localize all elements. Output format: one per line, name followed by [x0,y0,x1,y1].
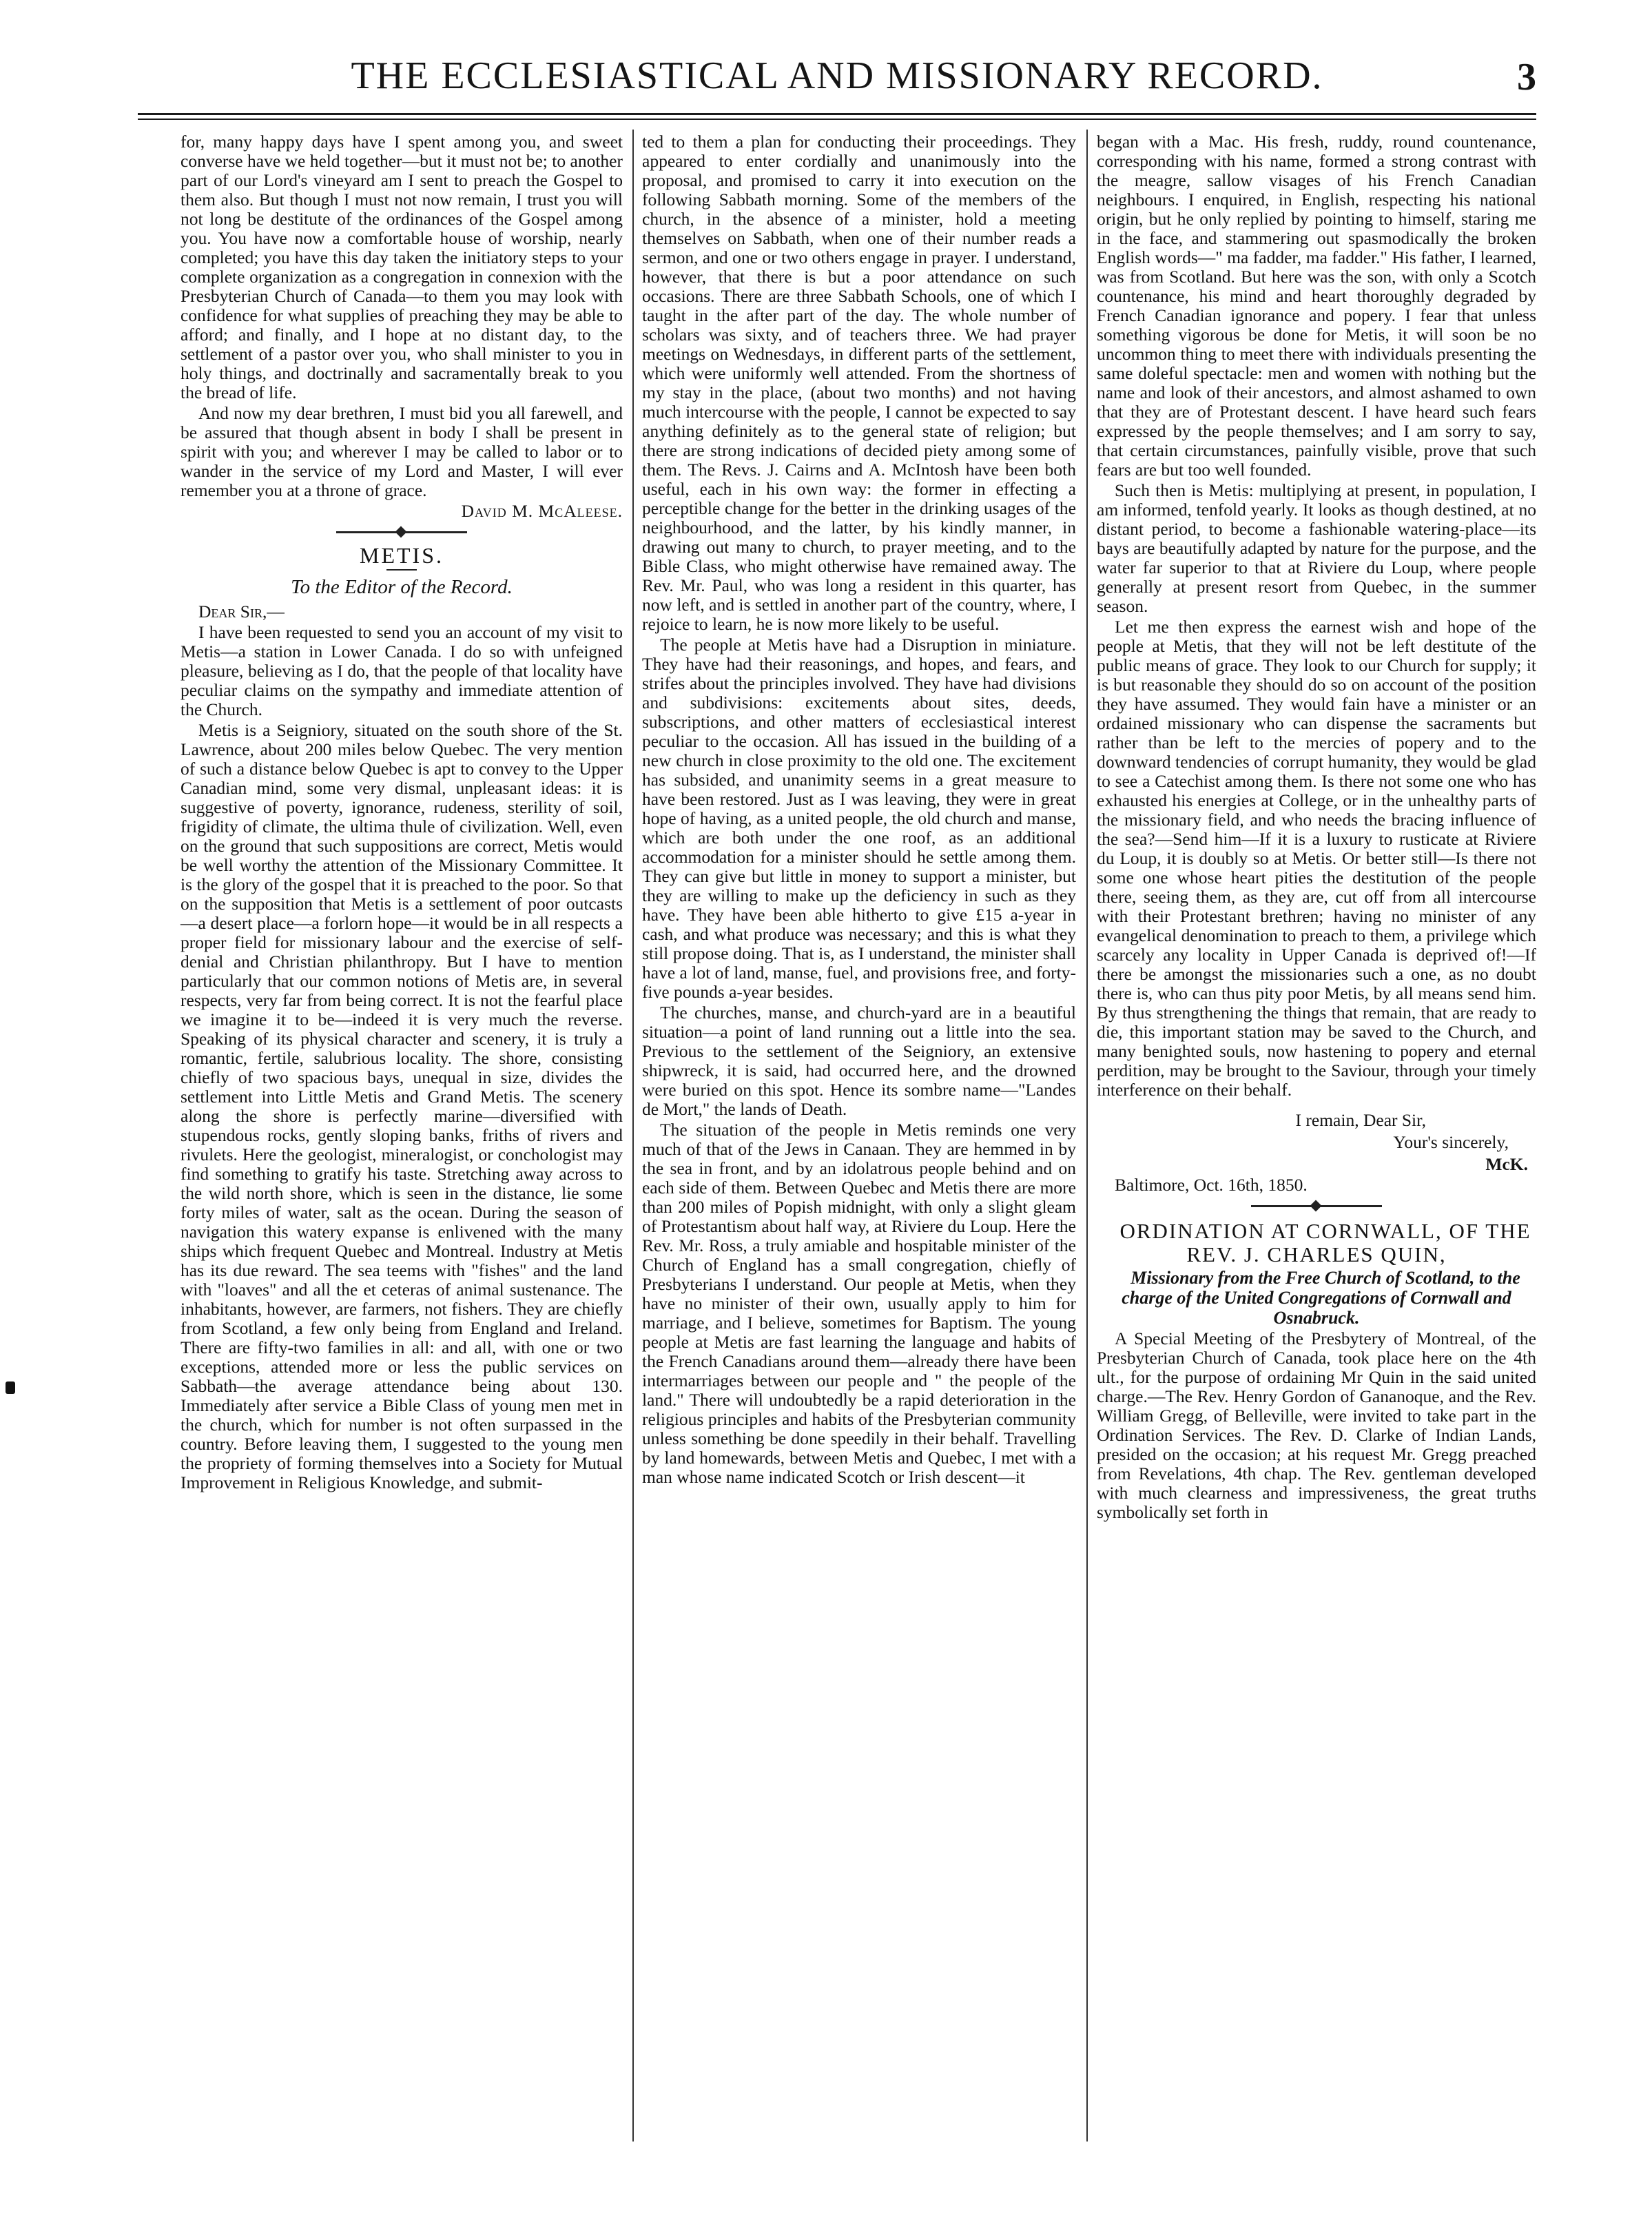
section-ornament [1251,1202,1382,1210]
article-paragraph: A Special Meeting of the Presbytery of Montreal, of the Presbyterian Church of Canada, took place here on the 4th ult., for the purpose of ordaining Mr Quin in the said united charge.—The Rev. Henry Gordon of Gananoque, and the Rev. William Gregg, of Belleville, were invited to take part in the Ordination Services. The Rev. D. Clarke of Indian Lands, presided on the occasion; at his request Mr. Gregg preached from Revelations, 4th chap. The Rev. gentleman developed with much clearness and impressiveness, the great truths symbolically set forth in [1097,1328,1536,1522]
section-ornament [336,528,467,536]
page-header [138,54,1536,109]
closing-line: Your's sincerely, [1393,1132,1509,1152]
short-rule [386,569,417,571]
margin-mark [6,1381,15,1394]
page-number: 3 [1517,56,1536,99]
column-2 [642,132,1076,1488]
column-divider-1 [632,130,634,2141]
article-paragraph: ted to them a plan for conducting their proceedings. They appeared to enter cordially and unanimously into the proposal, and promised to carry it into execution on the following Sabbath morning. Some of the members of the church, in the absence of a minister, hold a meeting themselves on Sabbath, when one of their number reads a sermon, and one or two others engage in prayer. I understand, however, that there is but a poor attendance on such occasions. There are three Sabbath Schools, one of which I taught in the after part of the day. The whole number of scholars was sixty, and of teachers three. We had prayer meetings on Wednesdays, in different parts of the settlement, which were uniformly well attended. From the shortness of my stay in the place, (about two months) and not having much intercourse with the people, I cannot be expected to say anything definitely as to the general state of religion; but there are strong indications of decided piety among some of them. The Revs. J. Cairns and A. McIntosh have been both useful, each in his own way: the former in effecting a perceptible change for the better in the drinking usages of the neighbourhood, and the latter, by his kindly manner, in drawing out many to church, to prayer meeting, and to the Bible Class, who might otherwise have remained away. The Rev. Mr. Paul, who was long a resident in this quarter, has now left, and is settled in another part of the country, where, I rejoice to learn, he is now more likely to be useful. [642,132,1076,634]
article-paragraph: for, many happy days have I spent among you, and sweet converse have we held together—but it must not be; to another part of our Lord's vineyard am I sent to preach the Gospel to them also. But though I must not now remain, I trust you will not long be destitute of the ordinances of the Gospel among you. You have now a comfortable house of worship, nearly completed; you have this day taken the initiatory steps to your complete organization as a congregation in connexion with the Presbyterian Church of Canada—to them you may look with confidence for what supplies of preaching they may be able to afford; and finally, and I hope at no distant day, to the settlement of a pastor over you, who shall minister to you in holy things, and doctrinally and sacramentally break to you the bread of life. [180,132,623,402]
closing-line: I remain, Dear Sir, [1295,1110,1426,1130]
section-title: METIS. [360,543,444,568]
publication-title: THE ECCLESIASTICAL AND MISSIONARY RECORD. [351,54,1323,97]
column-divider-2 [1086,130,1088,2141]
dateline: Baltimore, Oct. 16th, 1850. [1115,1175,1308,1195]
article-heading: ORDINATION AT CORNWALL, OF THE REV. J. CHARLES QUIN, [1119,1219,1531,1266]
column-1 [180,132,623,1494]
article-paragraph: began with a Mac. His fresh, ruddy, round countenance, corresponding with his name, formed a strong contrast with the meagre, sallow visages of his French Canadian neighbours. I enquired, in English, respecting his national origin, but he only replied by pointing to himself, staring me in the face, and stammering out spasmodically the broken English words—" ma fadder, ma fadder." His father, I learned, was from Scotland. But here was the son, with only a Scotch countenance, his mind and heart thoroughly degraded by French Canadian ignorance and popery. I fear that unless something vigorous be done for Metis, it will soon be no uncommon thing to meet there with individuals presenting the same doleful spectacle: men and women with nothing but the name and look of their ancestors, and almost ashamed to own that they are of Protestant descent. I have heard such fears expressed by the people themselves; and I am sorry to say, that certain circumstances, painfully visible, prove that such fears are but too well founded. [1097,132,1536,480]
salutation: Dear Sir,— [198,602,285,622]
article-paragraph: I have been requested to send you an account of my visit to Metis—a station in Lower Canada. I do so with unfeigned pleasure, believing as I do, that the people of that locality have peculiar claims on the sympathy and immediate attention of the Church. [180,622,623,719]
closing-signature: McK. [1485,1154,1528,1174]
header-rule-bottom [138,119,1536,120]
column-3 [1097,132,1536,1523]
header-rule-top [138,113,1536,115]
article-subheading: Missionary from the Free Church of Scotland, to the charge of the United Congregations of Cornwall and Osnabruck. [1122,1268,1520,1328]
article-paragraph: The situation of the people in Metis reminds one very much of that of the Jews in Canaan. They are hemmed in by the sea in front, and by an idolatrous people behind and on each side of them. Between Quebec and Metis there are more than 200 miles of Popish midnight, with only a slight gleam of Protestantism about half way, at Riviere du Loup. Here the Rev. Mr. Ross, a truly amiable and hospitable minister of the Church of England has a small congregation, chiefly of Presbyterians I understand. Our people at Metis, when they have no minister of their own, usually apply to him for marriage, and I believe, sometimes for Baptism. The young people at Metis are fast learning the language and habits of the French Canadians around them—already there have been intermarriages between our people and " the people of the land." There will undoubtedly be a rapid deterioration in the religious principles and habits of the Presbyterian community unless something be done speedily in their behalf. Travelling by land homewards, between Metis and Quebec, I met with a man whose name indicated Scotch or Irish descent—it [642,1120,1076,1487]
article-paragraph: The churches, manse, and church-yard are in a beautiful situation—a point of land running out a little into the sea. Previous to the settlement of the Seigniory, an extensive shipwreck, it is said, had occurred here, and the drowned were buried on this spot. Hence its sombre name—"Landes de Mort," the lands of Death. [642,1003,1076,1119]
article-paragraph: And now my dear brethren, I must bid you all farewell, and be assured that though absent in body I shall be present in spirit with you; and wherever I may be called to labor or to wander in the service of my Lord and Master, I will ever remember you at a throne of grace. [180,403,623,500]
article-paragraph: Let me then express the earnest wish and hope of the people at Metis, that they will not be left destitute of the public means of grace. They look to our Church for supply; it is but reasonable they should do so on account of the position they have assumed. They would fain have a minister or an ordained missionary who can dispense the sacraments but rather than be left to the mercies of popery and to the downward tendencies of corrupt humanity, they would be glad to see a Catechist among them. Is there not some one who has exhausted his energies at College, or in the unhealthy parts of the missionary field, and who needs the bracing influence of the sea?—Send him—If it is a luxury to rusticate at Riviere du Loup, it is doubly so at Metis. Or better still—Is there not some one whose heart pities the destitution of the people there, seeing them, as they are, cut off from all intercourse with their Protestant brethren; having no minister of any evangelical denomination to preach to them, a privilege which scarcely any locality in Upper Canada is deprived of!—If there be amongst the missionaries such a one, as no doubt there is, who can thus pity poor Metis, by all means send him. By thus strengthening the things that remain, that are ready to die, this important station may be saved to the Church, and many benighted souls, now hastening to popery and eternal perdition, may be brought to the Saviour, through your timely interference on their behalf. [1097,617,1536,1100]
editor-line: To the Editor of the Record. [291,576,513,598]
author-signature: David M. McAleese. [461,501,623,521]
article-paragraph: The people at Metis have had a Disruption in miniature. They have had their reasonings, and hopes, and fears, and strifes about the principles involved. They have had divisions and subdivisions: excitements about sites, deeds, subscriptions, and other matters of ecclesiastical interest peculiar to the occasion. All has issued in the building of a new church in close proximity to the old one. The excitement has subsided, and unanimity seems in a great measure to have been restored. Just as I was leaving, they were in great hope of having, as a united people, the old church and manse, which are both under the one roof, as an additional accommodation for a minister should he settle among them. They can give but little in money to support a minister, but they are willing to make up the deficiency in such as they have. They have been able hitherto to give £15 a-year in cash, and what produce was necessary; and this is what they still propose doing. That is, as I understand, the minister shall have a lot of land, manse, fuel, and provisions free, and forty-five pounds a-year besides. [642,635,1076,1002]
letter-closing [1097,1109,1536,1175]
article-paragraph: Metis is a Seigniory, situated on the south shore of the St. Lawrence, about 200 miles below Quebec. The very mention of such a distance below Quebec is apt to convey to the Upper Canadian mind, some very dismal, unpleasant ideas: it is suggestive of poverty, ignorance, rudeness, sterility of soil, frigidity of climate, the ultima thule of civilization. Well, even on the ground that such suppositions are correct, Metis would be well worthy the attention of the Missionary Committee. It is the glory of the gospel that it is preached to the poor. So that on the supposition that Metis is a settlement of poor outcasts—a desert place—a forlorn hope—it would be in all respects a proper field for missionary labour and the exercise of self-denial and Christian philanthropy. But I have to mention particularly that our common notions of Metis are, in several respects, very far from being correct. It is not the fearful place we imagine it to be—indeed it is very much the reverse. Speaking of its physical character and scenery, it is truly a romantic, fertile, salubrious locality. The shore, consisting chiefly of two spacious bays, unequal in size, divides the settlement into Little Metis and Grand Metis. The scenery along the shore is perfectly marine—diversified with stupendous rocks, gently sloping banks, friths of rivers and rivulets. Here the geologist, mineralogist, or conchologist may find something to gratify his taste. Stretching away across to the wild north shore, which is seen in the distance, lie some forty miles of water, salt as the ocean. During the season of navigation this watery expanse is enlivened with the many ships which frequent Quebec and Montreal. Industry at Metis has its due reward. The sea teems with "fishes" and the land with "loaves" and all the et ceteras of animal sustenance. The inhabitants, however, are farmers, not fishers. They are chiefly from Scotland, a few only being from England and Ireland. There are fifty-two families in all: and all, with one or two exceptions, attended more or less the public services on Sabbath—the average attendance being about 130. Immediately after service a Bible Class of young men met in the church, which for number is not often surpassed in the country. Before leaving them, I suggested to the young men the propriety of forming themselves into a Society for Mutual Improvement in Religious Knowledge, and submit- [180,720,623,1492]
article-paragraph: Such then is Metis: multiplying at present, in population, I am informed, tenfold yearly. It looks as though destined, at no distant period, to become a fashionable watering-place—its bays are beautifully adapted by nature for the purpose, and the water far superior to that at Riviere du Loup, where people generally at present resort from Quebec, in the summer season. [1097,480,1536,616]
